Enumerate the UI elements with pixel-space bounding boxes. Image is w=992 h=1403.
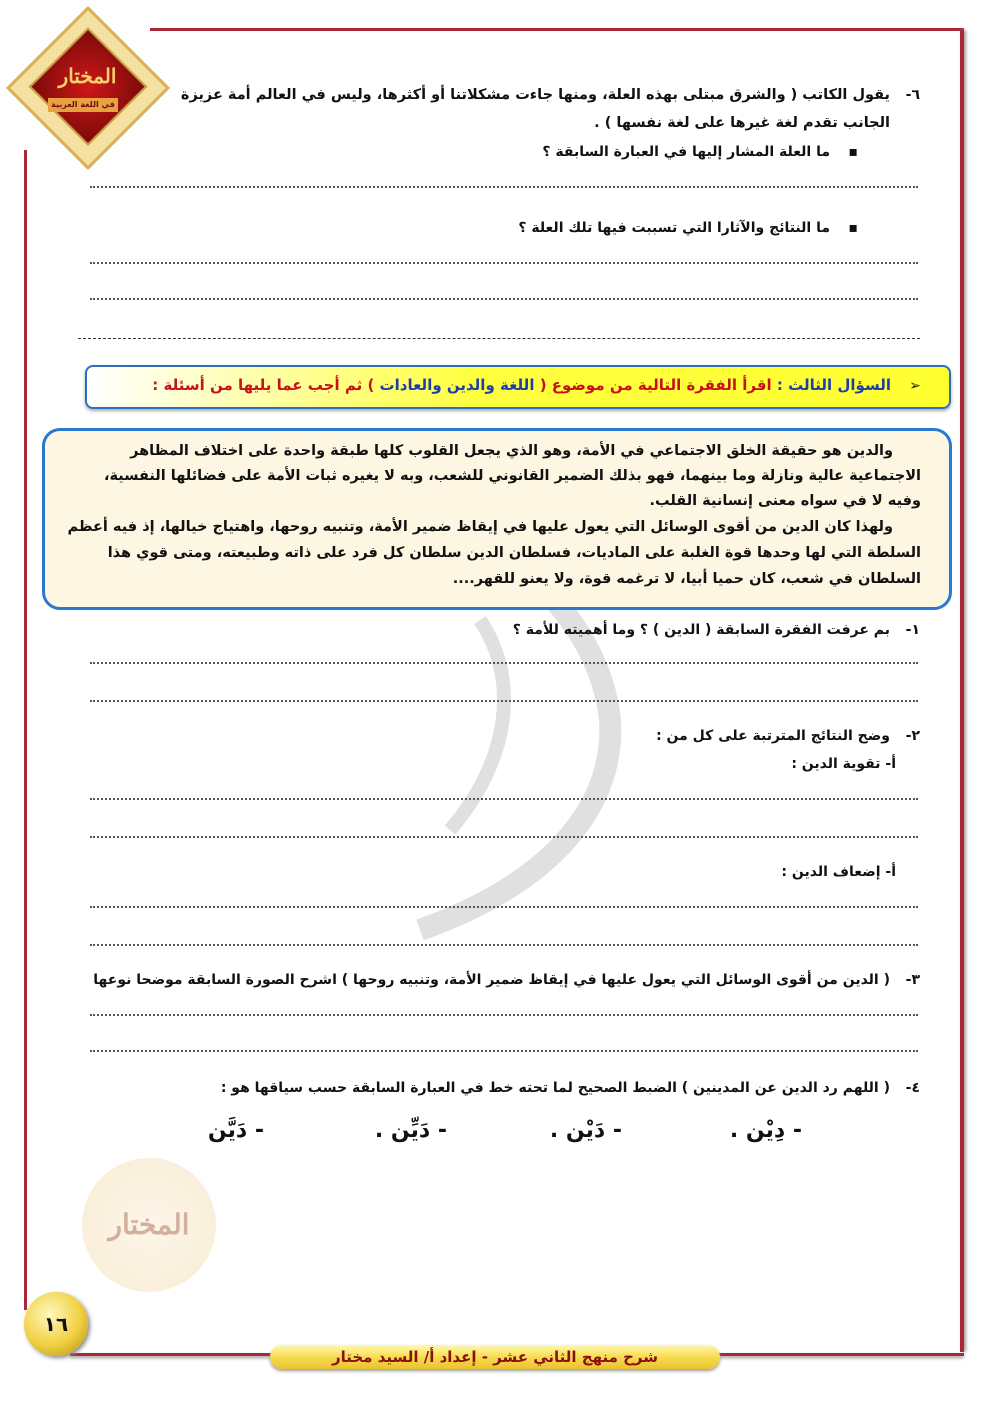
answer-line[interactable] [90,836,918,838]
section3-banner [85,365,951,409]
q3-number: ٣- [905,972,920,988]
bullet-square-icon: ▪ [848,144,858,160]
bullet-square-icon: ▪ [848,220,858,236]
section3-label: السؤال الثالث : [776,376,891,394]
section3-topic: اللغة والدين والعادات [379,376,535,394]
frame-left [24,150,27,1310]
frame-top [150,28,964,31]
section-divider [78,338,920,339]
reading-passage [42,428,952,610]
q4-option-3[interactable]: - دَيِّن . [374,1118,447,1143]
answer-line[interactable] [90,1050,918,1052]
arrow-bullet-icon: ➢ [909,378,921,394]
answer-line[interactable] [90,798,918,800]
passage-line: وفيه لا في سواه معنى إنسانية القلب. [649,493,921,509]
answer-line[interactable] [90,700,918,702]
q6-line1: يقول الكاتب ( والشرق مبتلى بهذه العلة، ومنها جاءت مشكلاتنا أو أكثرها، وليس في العالم أمة عزيزة [180,87,890,103]
logo-title: المختار [58,64,117,88]
answer-line[interactable] [90,944,918,946]
frame-right [960,30,964,1352]
q4-option-2[interactable]: - دَيْن . [549,1118,622,1143]
q4-number: ٤- [905,1080,920,1096]
q4-text: ( اللهم رد الدين عن المدينين ) الضبط الصحيح لما تحته خط في العبارة السابقة حسب سياقها هو : [220,1080,890,1096]
passage-line: والدين هو حقيقة الخلق الاجتماعي في الأمة، وهو الذي يجعل القلوب كلها طبقة واحدة على اختلاف المظاهر [130,443,893,459]
q6-number: ٦- [905,87,920,103]
q2-number: ٢- [905,728,920,744]
logo-badge [6,6,170,170]
passage-line: السلطة التي لها وحدها قوة الغلبة على الماديات، فسلطان الدين سلطان كل فرد على ذاته وطبيعته، ومتى قوي هذا [107,545,921,561]
q6-line2: الجانب تقدم لغة غيرها على لغة نفسها ) . [594,115,890,131]
q1-number: ١- [905,622,920,638]
q4-option-4[interactable]: - دَيَّن [207,1118,264,1143]
section3-instruction: اقرأ الفقرة التالية من موضوع ( [539,376,772,394]
q6-bullet-1: ما العلة المشار إليها في العبارة السابقة ؟ [542,144,830,160]
answer-line[interactable] [90,298,918,300]
q2-text: وضح النتائج المترتبة على كل من : [656,728,890,744]
answer-line[interactable] [90,662,918,664]
passage-line: ولهذا كان الدين من أقوى الوسائل التي يعول عليها في إيقاظ ضمير الأمة، وتنبيه روحها، واهتياج خيالها، إذ فيه أعظم [67,519,893,535]
passage-line: السلطان في شعب، كان حميا أبيا، لا ترغمه قوة، ولا يعنو للقهر.... [452,571,921,587]
answer-line[interactable] [90,906,918,908]
q3-text: ( الدين من أقوى الوسائل التي يعول عليها في إيقاظ ضمير الأمة، وتنبيه روحها ) اشرح الصورة السابقة موضحا نوعها [93,972,890,988]
footer-banner: شرح منهج الثاني عشر - إعداد أ/ السيد مختار [270,1345,720,1369]
q2-part-a: أ- تقوية الدين : [791,756,896,772]
answer-line[interactable] [90,1014,918,1016]
logo-subtitle: في اللغة العربية [48,98,118,112]
section3-instruction-end: ) ثم أجب عما يليها من أسئلة : [152,376,375,394]
q2-part-b: أ- إضعاف الدين : [781,864,896,880]
page-number: ١٦ [24,1292,88,1356]
answer-line[interactable] [90,186,918,188]
answer-line[interactable] [90,262,918,264]
q4-option-1[interactable]: - دِيْن . [729,1118,802,1143]
q1-text: بم عرفت الفقرة السابقة ( الدين ) ؟ وما أهميته للأمة ؟ [512,622,890,638]
passage-line: الاجتماعية عالية ونازلة وما بينهما، فهو بذلك الضمير القانوني للشعب، وبه لا يغيره ثبات الأمة على فضائلها النفسية، [103,468,921,484]
q6-bullet-2: ما النتائج والآثارا التي تسببت فيها تلك العلة ؟ [518,220,830,236]
logo-stamp-watermark: المختار [82,1158,216,1292]
